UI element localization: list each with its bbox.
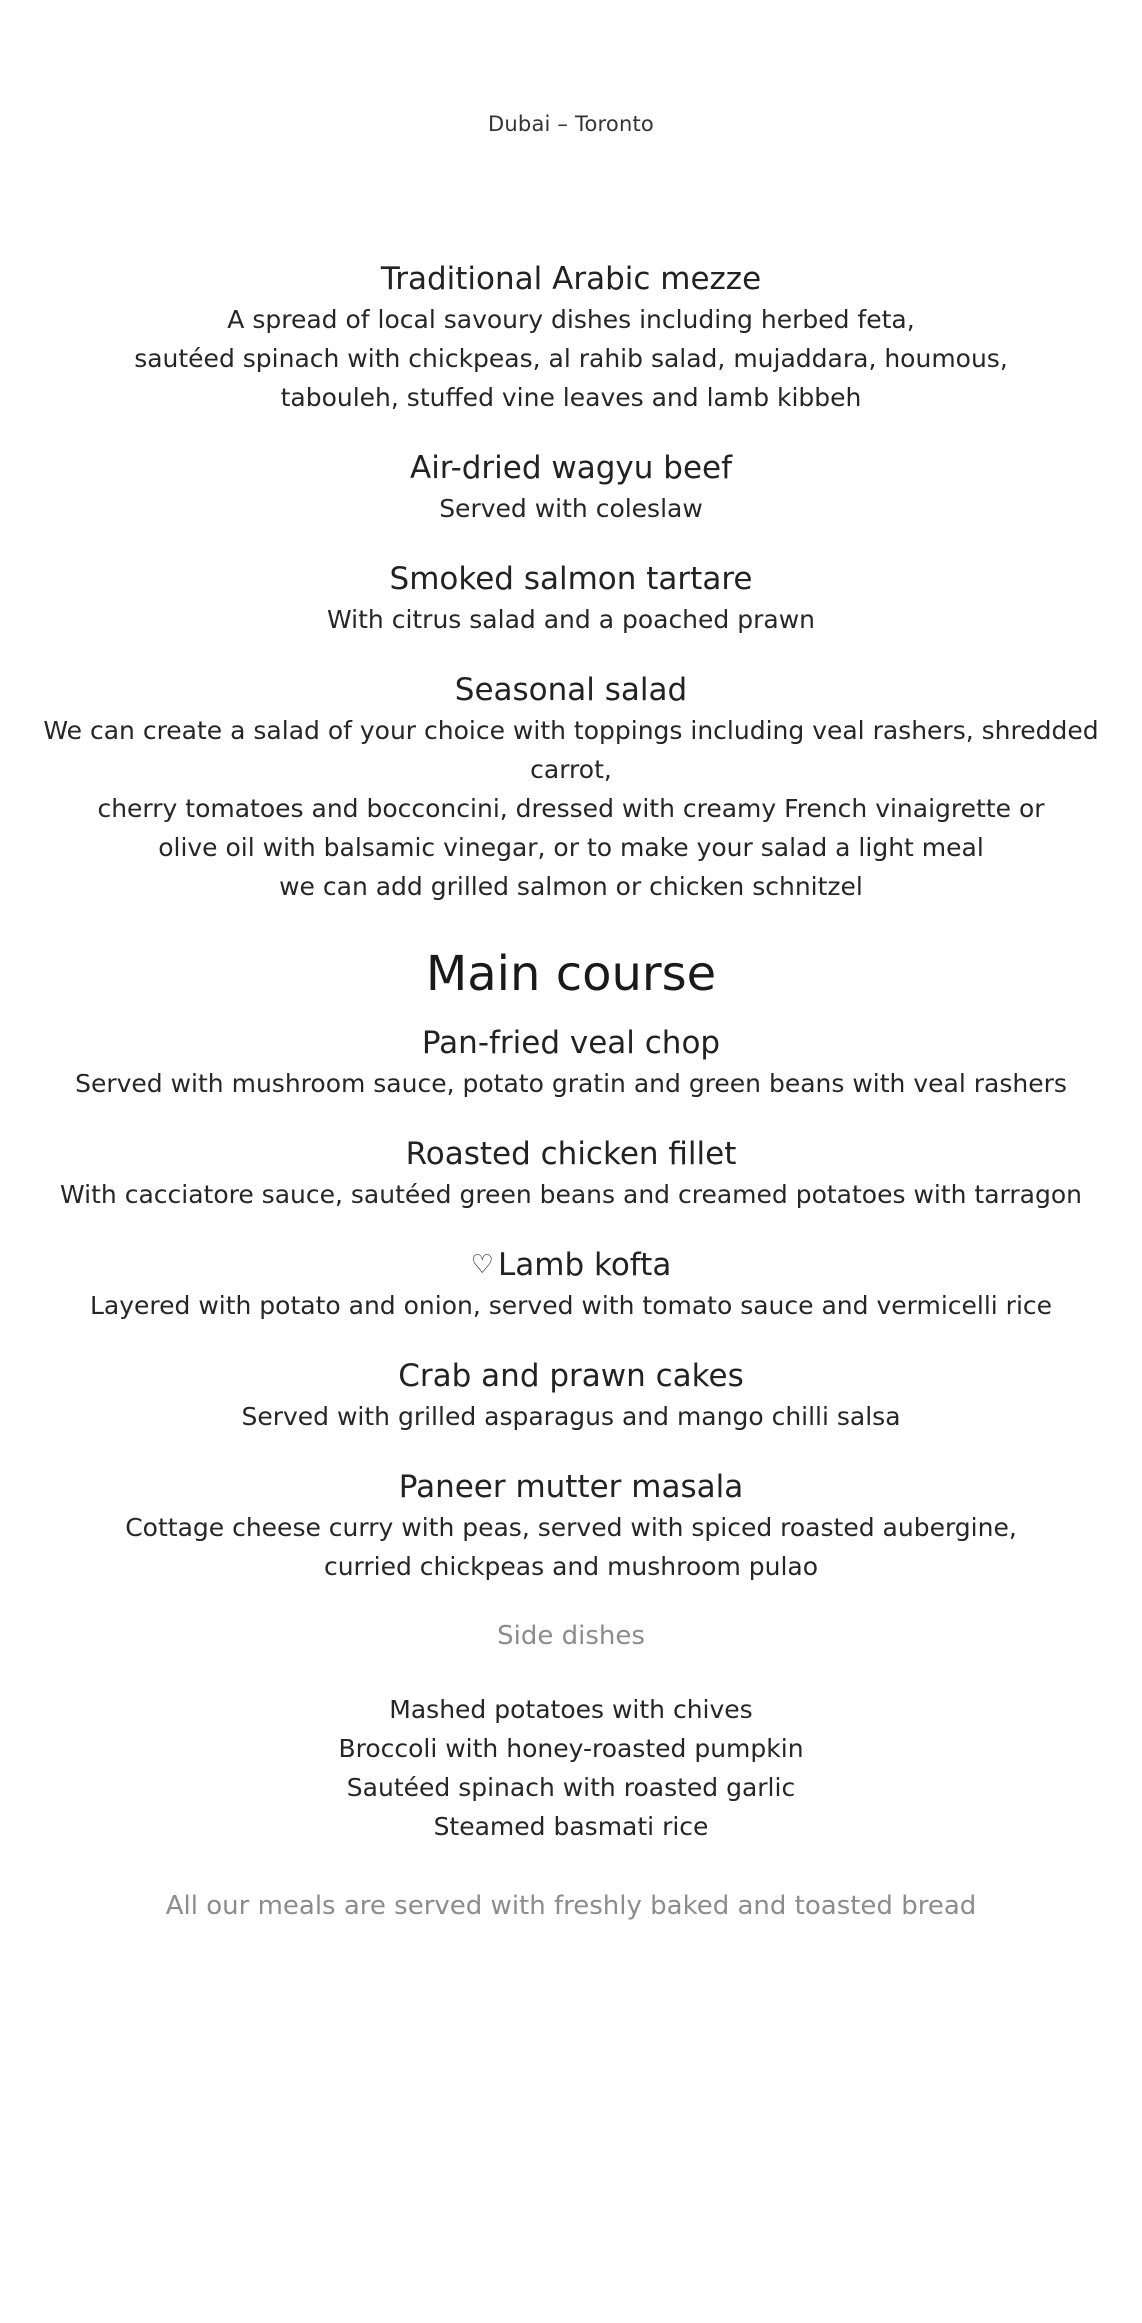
bread-note: All our meals are served with freshly baked and toasted bread bbox=[165, 1891, 977, 1921]
side-dish-item: Broccoli with honey-roasted pumpkin bbox=[338, 1734, 804, 1763]
dish-traditional-arabic-mezze bbox=[0, 258, 1142, 417]
dish-name: Smoked salmon tartare bbox=[389, 561, 753, 597]
dish-description-line: we can add grilled salmon or chicken schnitzel bbox=[279, 872, 863, 901]
route-header: Dubai – Toronto bbox=[488, 112, 654, 136]
dish-description bbox=[0, 1286, 1142, 1325]
dish-description bbox=[0, 1064, 1142, 1103]
dish-description-line: sautéed spinach with chickpeas, al rahib salad, mujaddara, houmous, bbox=[134, 344, 1008, 373]
dish-description-line: tabouleh, stuffed vine leaves and lamb kibbeh bbox=[280, 383, 862, 412]
side-dishes-list bbox=[0, 1690, 1142, 1846]
dish-description bbox=[0, 711, 1142, 906]
dish-name: Roasted chicken fillet bbox=[405, 1136, 737, 1172]
dish-description-line: Served with grilled asparagus and mango chilli salsa bbox=[241, 1402, 901, 1431]
dish-name: Air-dried wagyu beef bbox=[409, 450, 733, 486]
dish-smoked-salmon-tartare bbox=[0, 558, 1142, 639]
dish-description-line: A spread of local savoury dishes including herbed feta, bbox=[227, 305, 915, 334]
dish-name: Paneer mutter masala bbox=[398, 1469, 744, 1505]
side-dish-item: Steamed basmati rice bbox=[433, 1812, 709, 1841]
dish-description bbox=[0, 1175, 1142, 1214]
dish-name: Pan-fried veal chop bbox=[421, 1025, 721, 1061]
dish-seasonal-salad bbox=[0, 669, 1142, 906]
dish-description bbox=[0, 1508, 1142, 1586]
dish-description-line: curried chickpeas and mushroom pulao bbox=[323, 1552, 819, 1581]
side-dish-item: Mashed potatoes with chives bbox=[389, 1695, 753, 1724]
dish-description bbox=[0, 1397, 1142, 1436]
dish-description-line: Served with mushroom sauce, potato gratin and green beans with veal rashers bbox=[75, 1069, 1067, 1098]
main-course-title: Main course bbox=[425, 946, 717, 1002]
dish-description-line: Cottage cheese curry with peas, served with spiced roasted aubergine, bbox=[125, 1513, 1017, 1542]
dish-description-line: Layered with potato and onion, served with tomato sauce and vermicelli rice bbox=[89, 1291, 1053, 1320]
side-dishes-title: Side dishes bbox=[497, 1621, 645, 1651]
side-dish-item: Sautéed spinach with roasted garlic bbox=[346, 1773, 796, 1802]
dish-name: Lamb kofta bbox=[497, 1247, 672, 1283]
dish-name-with-icon bbox=[0, 1244, 1142, 1286]
dish-description-line: olive oil with balsamic vinegar, or to make your salad a light meal bbox=[158, 833, 984, 862]
dish-name: Crab and prawn cakes bbox=[398, 1358, 744, 1394]
dish-description-line: With cacciatore sauce, sautéed green beans and creamed potatoes with tarragon bbox=[60, 1180, 1082, 1209]
dish-lamb-kofta bbox=[0, 1244, 1142, 1325]
dish-description bbox=[0, 600, 1142, 639]
dish-roasted-chicken-fillet bbox=[0, 1133, 1142, 1214]
menu-content bbox=[0, 258, 1142, 1926]
dish-name: Traditional Arabic mezze bbox=[380, 261, 762, 297]
heart-icon: ♡ bbox=[470, 1250, 494, 1280]
dish-pan-fried-veal-chop bbox=[0, 1022, 1142, 1103]
dish-description-line: Served with coleslaw bbox=[439, 494, 703, 523]
dish-paneer-mutter-masala bbox=[0, 1466, 1142, 1586]
dish-description-line: With citrus salad and a poached prawn bbox=[326, 605, 815, 634]
dish-crab-and-prawn-cakes bbox=[0, 1355, 1142, 1436]
dish-name: Seasonal salad bbox=[454, 672, 688, 708]
dish-description bbox=[0, 300, 1142, 417]
dish-air-dried-wagyu-beef bbox=[0, 447, 1142, 528]
dish-description-line: We can create a salad of your choice with toppings including veal rashers, shredded carrot, bbox=[43, 716, 1099, 784]
dish-description bbox=[0, 489, 1142, 528]
dish-description-line: cherry tomatoes and bocconcini, dressed with creamy French vinaigrette or bbox=[97, 794, 1045, 823]
